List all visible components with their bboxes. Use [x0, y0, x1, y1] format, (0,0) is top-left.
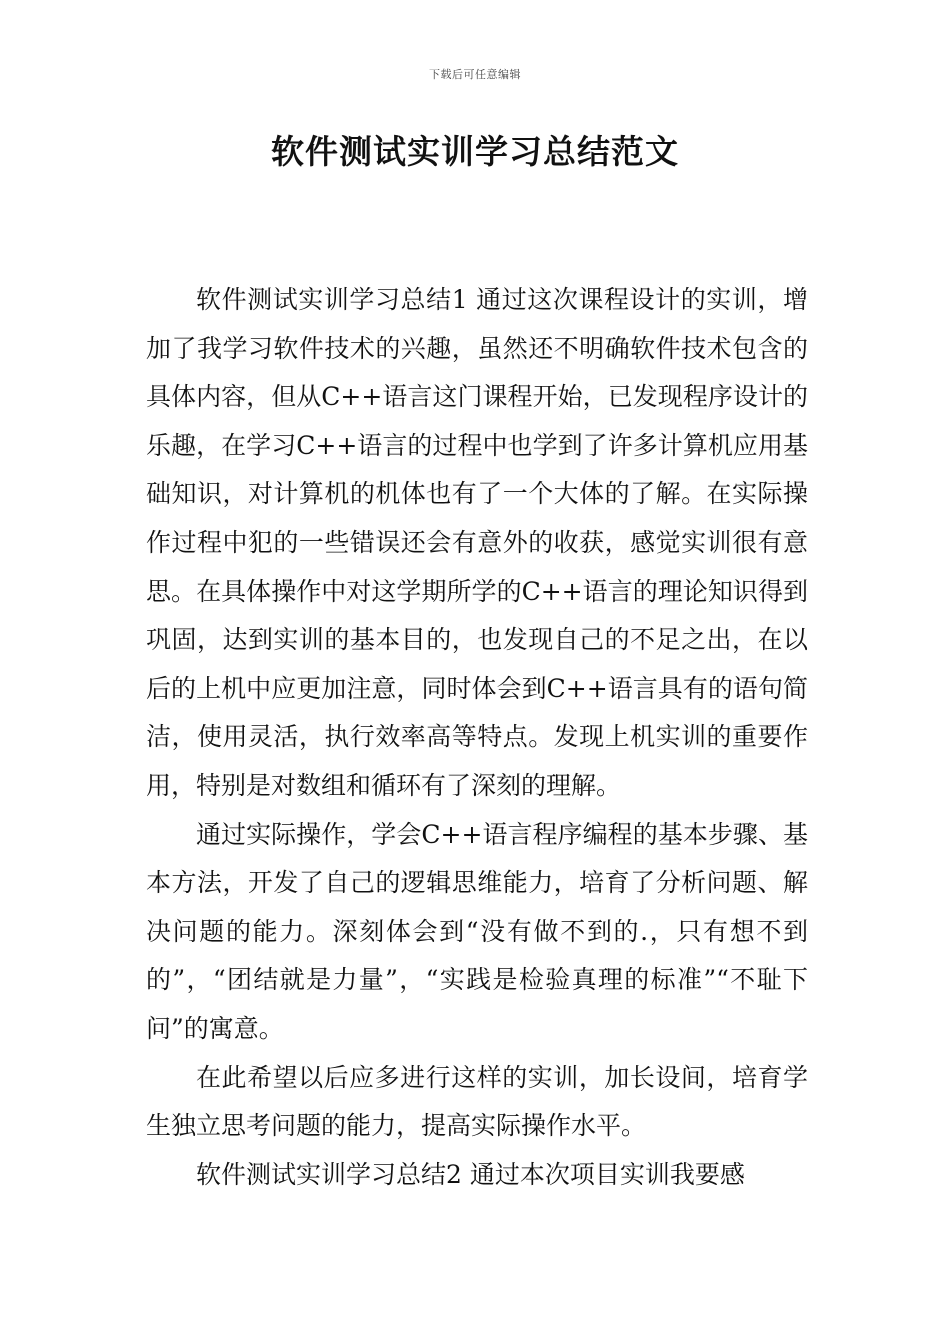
paragraph-2-text: 通过实际操作，学会C++语言程序编程的基本步骤、基本方法，开发了自己的逻辑思维能力，培育了分析问题、解决问题的能力。深刻体会到“没有做不到的.，只有想不到的”，“团结就是力量”，“实践是检验真理的标准”“不耻下问”的寓意。 [146, 819, 808, 1043]
paragraph-4 [146, 1151, 808, 1200]
paragraph-2 [146, 811, 808, 1054]
paragraph-1 [146, 276, 808, 811]
paragraph-3 [146, 1054, 808, 1151]
section-heading-2: 软件测试实训学习总结2 [196, 1159, 462, 1189]
document-title: 软件测试实训学习总结范文 [271, 132, 679, 171]
paragraph-3-text: 在此希望以后应多进行这样的实训，加长设间，培育学生独立思考问题的能力，提高实际操作水平。 [146, 1062, 808, 1141]
paragraph-1-text: 通过这次课程设计的实训，增加了我学习软件技术的兴趣，虽然还不明确软件技术包含的具体内容，但从C++语言这门课程开始，已发现程序设计的乐趣，在学习C++语言的过程中也学到了许多计算机应用基础知识，对计算机的机体也有了一个大体的了解。在实际操作过程中犯的一些错误还会有意外的收获，感觉实训很有意思。在具体操作中对这学期所学的C++语言的理论知识得到巩固，达到实训的基本目的，也发现自己的不足之出，在以后的上机中应更加注意，同时体会到C++语言具有的语句简洁，使用灵活，执行效率高等特点。发现上机实训的重要作用，特别是对数组和循环有了深刻的理解。 [146, 285, 808, 800]
paragraph-4-text: 通过本次项目实训我要感 [469, 1159, 745, 1189]
section-heading-1: 软件测试实训学习总结1 [196, 285, 468, 314]
header-note: 下载后可任意编辑 [429, 68, 521, 81]
document-body [146, 276, 808, 1199]
